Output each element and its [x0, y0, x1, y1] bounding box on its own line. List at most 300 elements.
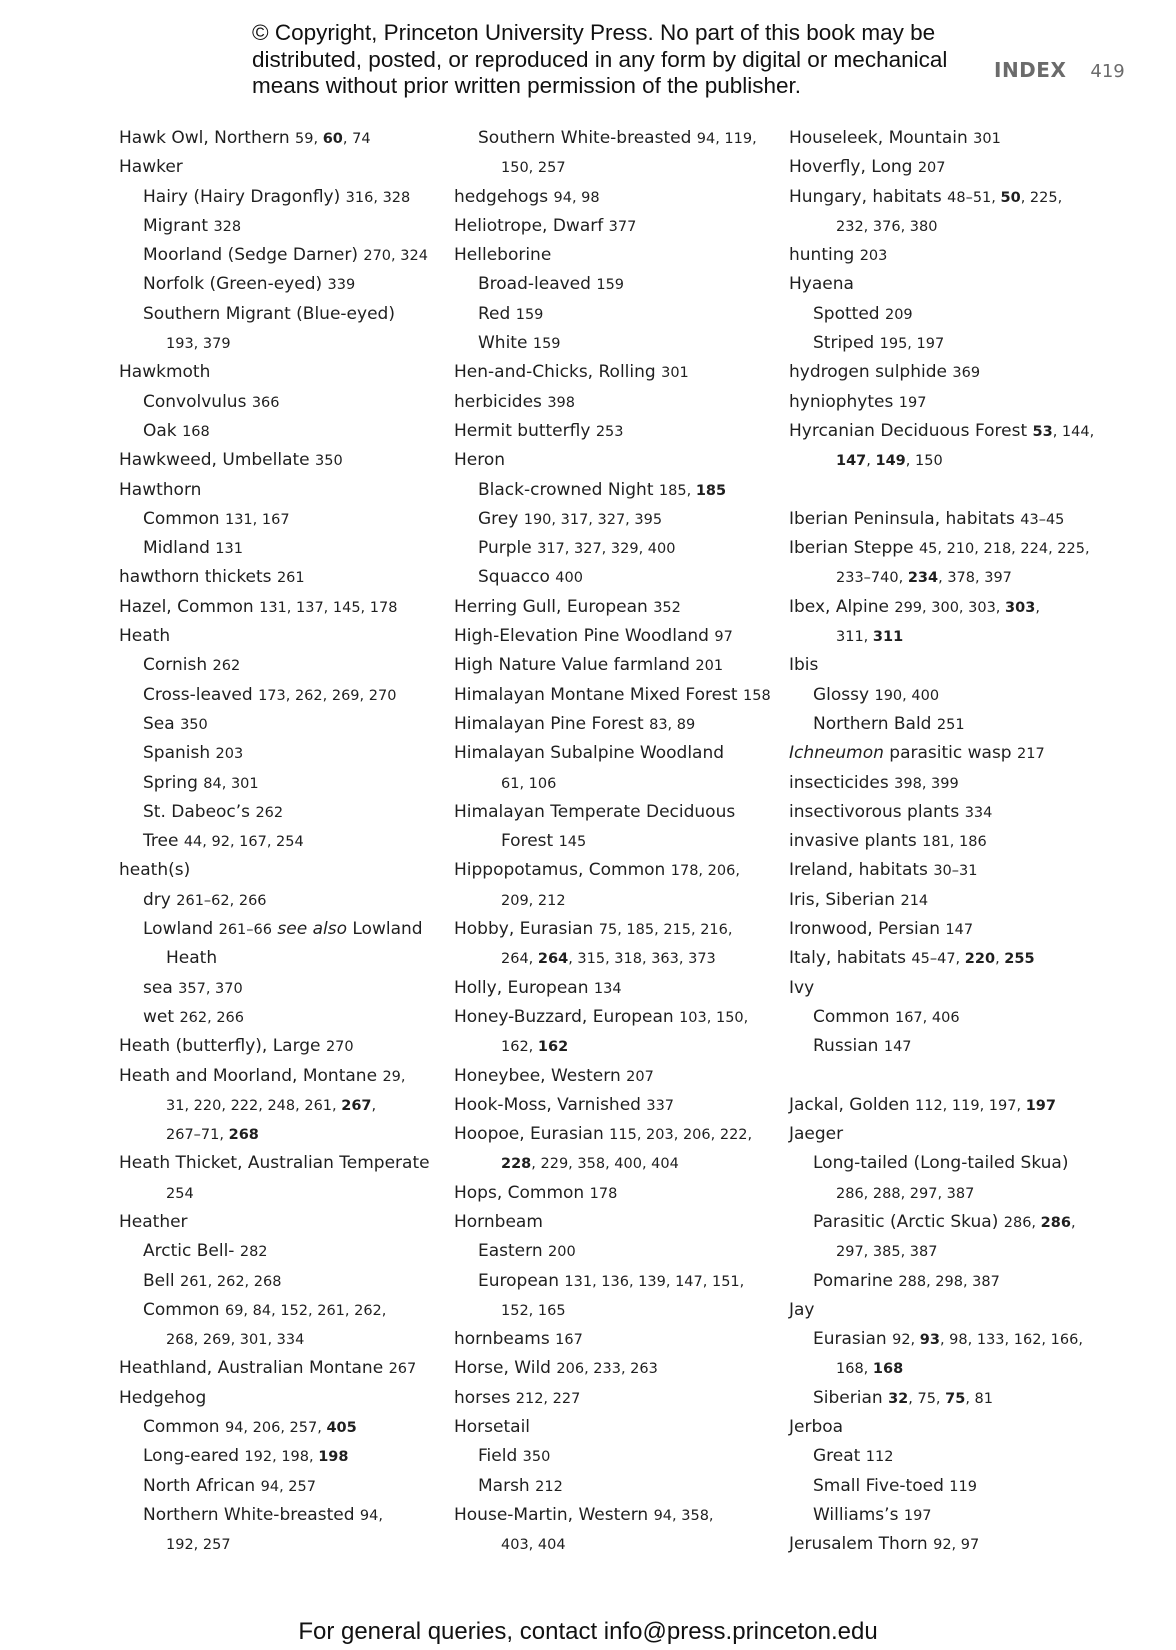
index-entry [119, 124, 441, 153]
page-references: 209 [884, 306, 913, 323]
index-subentry [119, 241, 441, 270]
index-entry [789, 1091, 1111, 1120]
page-references: 185, 185 [658, 482, 727, 499]
index-entry [119, 1354, 441, 1383]
page-references: 190, 400 [874, 687, 940, 704]
index-term: Italy, habitats [789, 948, 906, 969]
index-term: wet [143, 1006, 175, 1027]
index-entry [119, 622, 441, 651]
index-subentry [119, 1296, 441, 1325]
index-term: insecticides [789, 772, 889, 793]
page-references: 45–47, 220, 255 [911, 951, 1035, 968]
index-column-2 [454, 124, 776, 1560]
bold-page-ref: 197 [1025, 1097, 1056, 1114]
index-entry [454, 1384, 776, 1413]
index-term: hunting [789, 245, 855, 266]
index-subentry [119, 183, 441, 212]
index-term: Hawk Owl, Northern [119, 128, 290, 148]
index-entry [789, 183, 1111, 212]
index-term: Hops, Common [454, 1182, 585, 1203]
bold-page-ref: 286 [1040, 1214, 1071, 1231]
bold-page-ref: 32 [888, 1390, 909, 1407]
index-term: Cross-leaved [143, 684, 253, 705]
index-entry [789, 358, 1111, 387]
italic-term: Ichneumon [789, 743, 884, 764]
index-term: Heath (butterfly), Large [119, 1036, 321, 1057]
page-references: 193, 379 [166, 336, 231, 353]
page-references: 209, 212 [501, 892, 566, 909]
index-subentry [119, 300, 441, 329]
index-term: High Nature Value farmland [454, 655, 690, 676]
index-entry [119, 593, 441, 622]
page-references: 131, 136, 139, 147, 151, [564, 1273, 745, 1290]
page-references: 97 [714, 629, 733, 646]
index-subentry [789, 1501, 1111, 1530]
index-term: Moorland (Sedge Darner) [143, 245, 358, 266]
index-term: Russian [813, 1036, 879, 1057]
page-references: 103, 150, [679, 1009, 749, 1026]
bold-page-ref: 405 [326, 1420, 357, 1437]
index-continuation [119, 1530, 441, 1559]
index-term: Jerboa [789, 1417, 844, 1438]
index-subentry [789, 1208, 1111, 1237]
page-references: 217 [1017, 746, 1045, 763]
index-continuation [789, 446, 1111, 475]
index-subentry [119, 739, 441, 768]
page-references: 168 [182, 423, 210, 440]
index-term: Bell [143, 1270, 175, 1291]
bold-page-ref: 93 [919, 1332, 940, 1349]
index-term: House-Martin, Western [454, 1504, 649, 1525]
index-term: Convolvulus [143, 391, 247, 412]
page-references: 32, 75, 75, 81 [888, 1390, 994, 1407]
index-subentry [119, 710, 441, 739]
page-references: 43–45 [1020, 511, 1065, 528]
index-term: Spotted [813, 303, 880, 324]
page-references: 301 [973, 131, 1001, 147]
index-entry [454, 1003, 776, 1032]
running-head [994, 58, 1125, 82]
page-references: 267–71, 268 [166, 1127, 259, 1144]
see-also-target: Lowland [352, 919, 423, 940]
page-references: 316, 328 [345, 189, 411, 206]
letter-section-gap [789, 1062, 1111, 1091]
index-entry [119, 1062, 441, 1091]
index-term: hydrogen sulphide [789, 362, 947, 383]
bold-page-ref: 303 [1005, 599, 1036, 616]
index-term: hyniophytes [789, 391, 894, 412]
bold-page-ref: 168 [872, 1361, 904, 1378]
index-term: Field [478, 1446, 518, 1467]
bold-page-ref: 53 [1032, 423, 1053, 440]
index-continuation [119, 329, 441, 358]
index-term: horses [454, 1387, 511, 1408]
page-references: 232, 376, 380 [836, 218, 938, 235]
index-term: Forest [501, 831, 554, 852]
page-references: 262, 266 [179, 1009, 245, 1026]
index-entry [119, 563, 441, 592]
index-term: Hen-and-Chicks, Rolling [454, 362, 656, 383]
index-subentry [454, 563, 776, 592]
page-references: 31, 220, 222, 248, 261, 267, [166, 1097, 377, 1114]
index-subentry [119, 798, 441, 827]
page-references: 228, 229, 358, 400, 404 [501, 1156, 679, 1173]
page-references: 398 [547, 394, 576, 411]
index-entry [454, 388, 776, 417]
index-term: Honey-Buzzard, European [454, 1006, 674, 1027]
index-term: dry [143, 889, 171, 910]
index-subentry [454, 1442, 776, 1471]
page-references: 84, 301 [203, 775, 259, 792]
index-subentry [119, 769, 441, 798]
footer-contact: For general queries, contact info@press.princeton.edu [298, 1618, 878, 1645]
page-references: 75, 185, 215, 216, [598, 922, 733, 939]
index-term: Tree [143, 831, 179, 852]
index-term: Houseleek, Mountain [789, 128, 968, 148]
index-term: Himalayan Subalpine Woodland [454, 743, 725, 764]
index-term: Long-eared [143, 1446, 240, 1467]
index-term: Ichneumon parasitic wasp [789, 743, 1012, 764]
index-term: Iberian Peninsula, habitats [789, 508, 1015, 529]
index-term: Jay [789, 1299, 815, 1320]
page-references: 200 [548, 1244, 576, 1261]
page-references: 69, 84, 152, 261, 262, [224, 1302, 387, 1319]
index-continuation [789, 622, 1111, 651]
index-entry [454, 739, 776, 768]
index-term: Ibis [789, 655, 819, 676]
index-entry [454, 1413, 776, 1442]
index-entry [454, 798, 776, 827]
bold-page-ref: 185 [695, 482, 727, 499]
page-references: 267 [388, 1361, 417, 1378]
index-term: High-Elevation Pine Woodland [454, 626, 709, 647]
index-term: Spring [143, 772, 198, 793]
index-continuation [454, 944, 776, 973]
index-term: Hungary, habitats [789, 186, 942, 207]
page-references: 178 [589, 1185, 618, 1202]
page-references: 59, 60, 74 [295, 131, 371, 147]
page-references: 190, 317, 327, 395 [523, 511, 663, 528]
index-term: Glossy [813, 684, 870, 705]
see-also-label: see also [277, 919, 347, 940]
page-references: 268, 269, 301, 334 [166, 1332, 305, 1349]
page-references: 286, 288, 297, 387 [836, 1185, 975, 1202]
page-references: 112 [865, 1449, 894, 1466]
page-references: 162, 162 [501, 1039, 569, 1056]
index-term: Heron [454, 450, 506, 471]
page-references: 159 [532, 336, 561, 353]
index-subentry [789, 1442, 1111, 1471]
bold-page-ref: 255 [1004, 951, 1035, 968]
copyright-line: distributed, posted, or reproduced in any form by digital or mechanical [252, 46, 948, 72]
page-references: 207 [917, 160, 946, 177]
index-entry [454, 593, 776, 622]
index-subentry [789, 300, 1111, 329]
index-term: Oak [143, 420, 177, 441]
bold-page-ref: 220 [964, 951, 996, 968]
page-references: 61, 106 [501, 775, 557, 792]
page-references: 288, 298, 387 [898, 1273, 1000, 1290]
index-entry [454, 1501, 776, 1530]
index-continuation [119, 1325, 441, 1354]
page-references: 262 [212, 658, 241, 675]
index-term: Marsh [478, 1475, 530, 1496]
page-references: 270, 324 [363, 248, 428, 265]
index-term: Northern White-breasted [143, 1504, 355, 1525]
copyright-line: means without prior written permission of the publisher. [252, 73, 802, 98]
index-entry [454, 1179, 776, 1208]
index-term: Heath Thicket, Australian Temperate [119, 1153, 430, 1174]
page-references: 264, 264, 315, 318, 363, 373 [501, 951, 716, 968]
index-subentry [119, 1442, 441, 1471]
page-references: 197 [903, 1507, 932, 1524]
page-references: 270 [325, 1039, 354, 1056]
page-references: 350 [180, 716, 208, 733]
index-term: Hawthorn [119, 479, 202, 500]
page-references: 400 [555, 570, 583, 587]
page-references: 159 [515, 306, 544, 323]
index-entry [789, 388, 1111, 417]
index-subentry [789, 1032, 1111, 1061]
page-references: 181, 186 [922, 834, 987, 851]
index-term: Holly, European [454, 977, 589, 998]
index-entry [789, 1296, 1111, 1325]
index-term: Hyrcanian Deciduous Forest [789, 420, 1028, 441]
index-term: Honeybee, Western [454, 1065, 621, 1086]
page-references: 147 [883, 1039, 912, 1056]
index-term: Hairy (Hairy Dragonfly) [143, 186, 341, 207]
index-entry [789, 798, 1111, 827]
index-subentry [789, 1267, 1111, 1296]
index-term: Sea [143, 713, 175, 734]
index-entry [119, 446, 441, 475]
page-references: 167, 406 [894, 1009, 960, 1026]
page-references: 301 [661, 365, 689, 382]
index-term: Hawkmoth [119, 362, 211, 383]
page-references: 178, 206, [670, 863, 740, 880]
index-continuation [454, 1296, 776, 1325]
index-continuation [454, 1032, 776, 1061]
index-subentry [119, 505, 441, 534]
page-references: 299, 300, 303, 303, [894, 599, 1040, 616]
page-references: 158 [743, 687, 771, 704]
index-entry [454, 1120, 776, 1149]
page-references: 350 [522, 1449, 551, 1466]
index-term: Pomarine [813, 1270, 893, 1291]
page-references: 261, 262, 268 [179, 1273, 282, 1290]
page-references: 203 [859, 248, 888, 265]
bold-page-ref: 50 [1000, 189, 1021, 206]
index-term: Hermit butterfly [454, 420, 591, 441]
index-term: White [478, 333, 528, 354]
bold-page-ref: 268 [228, 1127, 259, 1144]
index-subentry [789, 710, 1111, 739]
index-term: Hawker [119, 157, 183, 178]
index-entry [789, 1530, 1111, 1559]
page-references: 282 [239, 1244, 268, 1261]
page-references: 115, 203, 206, 222, [609, 1127, 753, 1144]
page-references: 147, 149, 150 [836, 453, 943, 470]
index-term: Heath and Moorland, Montane [119, 1065, 378, 1086]
index-entry [454, 417, 776, 446]
index-term: Horse, Wild [454, 1358, 551, 1379]
index-subentry [454, 270, 776, 299]
page-references: 261–66 [218, 922, 272, 939]
page-references: 131, 137, 145, 178 [259, 599, 398, 616]
bold-page-ref: 198 [318, 1449, 349, 1466]
index-term: Arctic Bell- [143, 1241, 235, 1262]
page-references: 251 [936, 716, 965, 733]
page-references: 262 [255, 804, 284, 821]
index-term: Heather [119, 1211, 188, 1232]
index-term: Heath [119, 626, 171, 647]
index-term: Squacco [478, 567, 550, 588]
index-term: Herring Gull, European [454, 596, 648, 617]
index-subentry [119, 417, 441, 446]
bold-page-ref: 147 [836, 453, 867, 470]
index-continuation [789, 1179, 1111, 1208]
index-continuation [454, 1530, 776, 1559]
index-term: sea [143, 977, 173, 998]
index-term: Norfolk (Green-eyed) [143, 274, 323, 295]
index-term: Northern Bald [813, 713, 932, 734]
index-term: Small Five-toed [813, 1475, 944, 1496]
index-term: Hoopoe, Eurasian [454, 1124, 604, 1145]
index-entry [789, 270, 1111, 299]
page-references: 94, 206, 257, 405 [224, 1420, 357, 1437]
index-term: Jerusalem Thorn [789, 1534, 928, 1555]
index-term: Common [143, 508, 220, 529]
page-references: 94, [359, 1507, 383, 1524]
index-term: European [478, 1270, 559, 1291]
index-column-1 [119, 124, 441, 1560]
index-entry [454, 622, 776, 651]
index-term: Migrant [143, 215, 209, 236]
index-entry [789, 241, 1111, 270]
index-continuation [454, 1149, 776, 1178]
index-entry [454, 915, 776, 944]
index-subentry [454, 476, 776, 505]
index-entry [789, 124, 1111, 153]
index-term: heath(s) [119, 860, 191, 881]
index-term: Broad-leaved [478, 274, 591, 295]
index-subentry [789, 1384, 1111, 1413]
index-subentry [119, 1237, 441, 1266]
index-entry [454, 1208, 776, 1237]
index-term: Purple [478, 538, 532, 559]
index-subentry [119, 1472, 441, 1501]
index-entry [789, 1120, 1111, 1149]
page-references: 261–62, 266 [176, 892, 267, 909]
index-entry [454, 358, 776, 387]
index-term: Midland [143, 538, 210, 559]
index-term: Ibex, Alpine [789, 596, 889, 617]
page-references: 233–740, 234, 378, 397 [836, 570, 1012, 587]
index-continuation [454, 886, 776, 915]
index-subentry [119, 681, 441, 710]
bold-page-ref: 75 [945, 1390, 966, 1407]
index-subentry [789, 1325, 1111, 1354]
index-continuation [454, 769, 776, 798]
index-term: Helleborine [454, 245, 552, 266]
page-references: 334 [964, 804, 993, 821]
page-references: 403, 404 [501, 1537, 566, 1554]
page-references: 168, 168 [836, 1361, 904, 1378]
index-term: Himalayan Pine Forest [454, 713, 644, 734]
index-term: Himalayan Temperate Deciduous [454, 801, 736, 822]
page-references: 207 [626, 1068, 654, 1085]
index-term: Spanish [143, 743, 211, 764]
index-term: Grey [478, 508, 519, 529]
index-subentry [119, 1413, 441, 1442]
index-continuation [119, 1120, 441, 1149]
index-entry [119, 1032, 441, 1061]
index-subentry [119, 651, 441, 680]
page-references: 311, 311 [836, 629, 904, 646]
index-entry [789, 974, 1111, 1003]
index-term: Heathland, Australian Montane [119, 1358, 384, 1379]
index-term: hawthorn thickets [119, 567, 272, 588]
index-subentry [454, 1472, 776, 1501]
index-term: herbicides [454, 391, 542, 412]
page-references: 206, 233, 263 [556, 1361, 658, 1378]
index-term: Hedgehog [119, 1387, 207, 1408]
index-term: Siberian [813, 1387, 883, 1408]
index-term: Ironwood, Persian [789, 919, 940, 940]
page-references: 201 [695, 658, 724, 675]
page-references: 192, 198, 198 [244, 1449, 349, 1466]
index-term: Striped [813, 333, 875, 354]
index-entry [454, 1091, 776, 1120]
bold-page-ref: 60 [322, 131, 343, 147]
page-references: 45, 210, 218, 224, 225, [918, 541, 1090, 558]
index-entry [454, 1354, 776, 1383]
index-term: Parasitic (Arctic Skua) [813, 1211, 999, 1232]
index-subentry [789, 1472, 1111, 1501]
index-entry [454, 212, 776, 241]
index-entry [789, 593, 1111, 622]
index-subentry [454, 329, 776, 358]
index-term: Himalayan Montane Mixed Forest [454, 684, 738, 705]
index-subentry [119, 1003, 441, 1032]
index-continuation [119, 944, 441, 973]
index-continuation [789, 1237, 1111, 1266]
page-references: 203 [215, 746, 244, 763]
page-references: 94, 257 [260, 1478, 316, 1495]
index-subentry [789, 681, 1111, 710]
index-term: Common [143, 1299, 220, 1320]
index-subentry [119, 915, 441, 944]
index-subentry [119, 974, 441, 1003]
index-continuation [454, 827, 776, 856]
index-entry [789, 915, 1111, 944]
page-number: 419 [1090, 61, 1125, 82]
index-term: Williams’s [813, 1504, 899, 1525]
bold-page-ref: 264 [537, 951, 569, 968]
index-term: Hobby, Eurasian [454, 919, 594, 940]
index-entry [454, 241, 776, 270]
index-entry [789, 769, 1111, 798]
page-references: 152, 165 [501, 1302, 566, 1319]
page-references: 150, 257 [501, 160, 566, 177]
page-references: 92, 93, 98, 133, 162, 166, [892, 1332, 1083, 1349]
running-head-title: INDEX [994, 58, 1067, 82]
page-references: 94, 119, [696, 131, 757, 147]
copyright-line: © Copyright, Princeton University Press. No part of this book may be [252, 20, 936, 45]
page-references: 159 [596, 277, 625, 294]
index-continuation [119, 1091, 441, 1120]
index-subentry [119, 1267, 441, 1296]
